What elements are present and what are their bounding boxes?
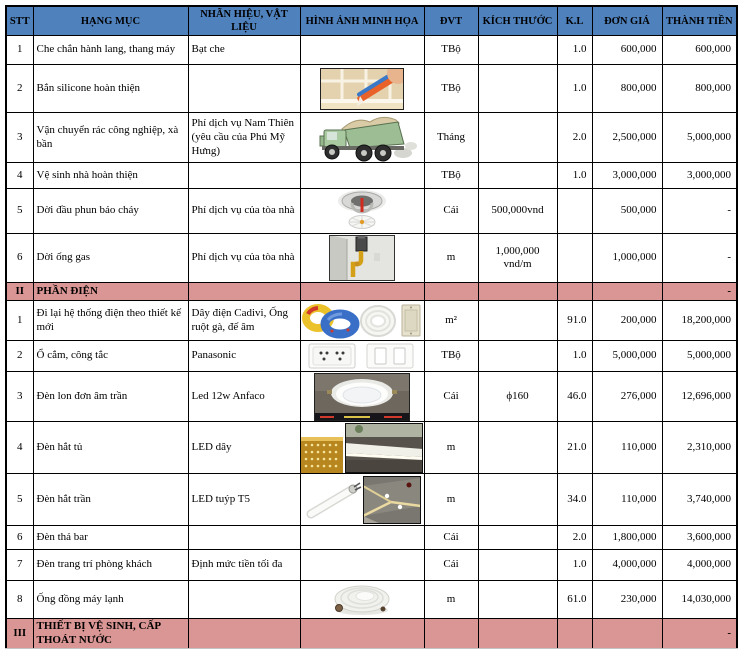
cell-stt: III [6, 619, 33, 649]
cell-stt: 3 [6, 113, 33, 163]
table-row [6, 163, 737, 189]
cell-stt: 4 [6, 163, 33, 189]
cell-nhan-hieu: Phí dịch vụ của tòa nhà [188, 189, 300, 234]
cell-hang-muc: PHẦN ĐIỆN [33, 283, 188, 301]
cell-don-gia: 230,000 [592, 581, 662, 619]
cell-kich-thuoc [478, 581, 557, 619]
cell-hang-muc: Đi lại hệ thống điện theo thiết kế mới [33, 301, 188, 341]
cell-hang-muc: Đèn thả bar [33, 526, 188, 550]
cell-kich-thuoc [478, 301, 557, 341]
cell-stt: II [6, 283, 33, 301]
cell-dvt: Cái [424, 189, 478, 234]
header-nhan-hieu: NHÃN HIỆU, VẬT LIỆU [188, 6, 300, 36]
cell-stt: 5 [6, 474, 33, 526]
cell-kich-thuoc [478, 113, 557, 163]
cell-kl: 2.0 [557, 526, 592, 550]
header-kl: K.L [557, 6, 592, 36]
cell-don-gia: 276,000 [592, 372, 662, 422]
cell-nhan-hieu: Phí dịch vụ của tòa nhà [188, 234, 300, 283]
cell-kich-thuoc [478, 163, 557, 189]
cell-don-gia: 200,000 [592, 301, 662, 341]
header-row [6, 6, 737, 36]
cell-kl: 46.0 [557, 372, 592, 422]
header-hinh-anh: HÌNH ẢNH MINH HỌA [300, 6, 424, 36]
cell-dvt: m [424, 474, 478, 526]
cell-kich-thuoc: 500,000vnd [478, 189, 557, 234]
cell-kl: 1.0 [557, 341, 592, 372]
cell-hang-muc: Đèn lon đơn âm trần [33, 372, 188, 422]
table-row [6, 65, 737, 113]
cell-kl [557, 283, 592, 301]
table-row [6, 422, 737, 474]
cell-dvt: Cái [424, 526, 478, 550]
cell-image [300, 283, 424, 301]
fire-sprinkler-photo [334, 189, 390, 233]
cell-image [300, 234, 424, 283]
cell-dvt: TBộ [424, 163, 478, 189]
cell-dvt: Tháng [424, 113, 478, 163]
cell-hang-muc: THIẾT BỊ VỆ SINH, CẤP THOÁT NƯỚC [33, 619, 188, 649]
cell-kl: 1.0 [557, 163, 592, 189]
cell-image [300, 581, 424, 619]
header-stt: STT [6, 6, 33, 36]
cell-nhan-hieu [188, 619, 300, 649]
cell-don-gia: 4,000,000 [592, 550, 662, 581]
cell-hang-muc: Vận chuyển rác công nghiệp, xà bần [33, 113, 188, 163]
cell-thanh-tien: 600,000 [662, 36, 737, 65]
header-dvt: ĐVT [424, 6, 478, 36]
cell-dvt: m [424, 581, 478, 619]
cell-thanh-tien: 3,740,000 [662, 474, 737, 526]
cell-image [300, 474, 424, 526]
cell-hang-muc: Dời ống gas [33, 234, 188, 283]
cell-image [300, 341, 424, 372]
downlight-photo [314, 373, 410, 421]
table-row [6, 113, 737, 163]
cell-thanh-tien: 12,696,000 [662, 372, 737, 422]
cell-kl: 21.0 [557, 422, 592, 474]
cell-kich-thuoc [478, 550, 557, 581]
cell-kl [557, 234, 592, 283]
table-row [6, 36, 737, 65]
silicone-photo [320, 68, 404, 110]
cell-thanh-tien: 3,600,000 [662, 526, 737, 550]
cell-image [300, 550, 424, 581]
led-strip-photo [301, 423, 423, 473]
cell-nhan-hieu: Panasonic [188, 341, 300, 372]
cell-image [300, 301, 424, 341]
cell-kl: 2.0 [557, 113, 592, 163]
cell-stt: 2 [6, 341, 33, 372]
cell-dvt: TBộ [424, 65, 478, 113]
cell-kl: 61.0 [557, 581, 592, 619]
cell-stt: 6 [6, 526, 33, 550]
cell-image [300, 65, 424, 113]
cell-stt: 1 [6, 36, 33, 65]
cell-kich-thuoc: ϕ160 [478, 372, 557, 422]
cell-nhan-hieu: Led 12w Anfaco [188, 372, 300, 422]
cell-nhan-hieu: Phí dịch vụ Nam Thiên (yêu cầu của Phú Mỹ Hưng) [188, 113, 300, 163]
cell-thanh-tien: - [662, 619, 737, 649]
socket-switch-photo [307, 342, 417, 370]
cell-image [300, 163, 424, 189]
section-row-phan-dien [6, 283, 737, 301]
cell-dvt [424, 619, 478, 649]
cell-kich-thuoc [478, 65, 557, 113]
cell-stt: 5 [6, 189, 33, 234]
cell-thanh-tien: - [662, 283, 737, 301]
cell-nhan-hieu [188, 163, 300, 189]
cell-hang-muc: Đèn trang trí phòng khách [33, 550, 188, 581]
cell-dvt: TBộ [424, 341, 478, 372]
cell-image [300, 422, 424, 474]
cell-image [300, 526, 424, 550]
cell-nhan-hieu: LED dây [188, 422, 300, 474]
cell-kl [557, 189, 592, 234]
cell-kich-thuoc [478, 619, 557, 649]
cell-hang-muc: Vệ sinh nhà hoàn thiện [33, 163, 188, 189]
cell-don-gia: 1,800,000 [592, 526, 662, 550]
cell-thanh-tien: 14,030,000 [662, 581, 737, 619]
cell-kl: 1.0 [557, 36, 592, 65]
cell-image [300, 619, 424, 649]
cell-thanh-tien: 5,000,000 [662, 341, 737, 372]
cell-image [300, 36, 424, 65]
cell-don-gia: 800,000 [592, 65, 662, 113]
table-row [6, 550, 737, 581]
table-row [6, 189, 737, 234]
section-row-thiet-bi-ve-sinh [6, 619, 737, 649]
cell-don-gia: 3,000,000 [592, 163, 662, 189]
cell-hang-muc: Bắn silicone hoàn thiện [33, 65, 188, 113]
cell-don-gia: 110,000 [592, 474, 662, 526]
cell-kich-thuoc [478, 474, 557, 526]
cell-stt: 3 [6, 372, 33, 422]
table-row [6, 474, 737, 526]
cell-kl: 34.0 [557, 474, 592, 526]
cell-dvt: m² [424, 301, 478, 341]
cell-don-gia: 5,000,000 [592, 341, 662, 372]
cell-nhan-hieu [188, 526, 300, 550]
cell-stt: 1 [6, 301, 33, 341]
header-hang-muc: HẠNG MỤC [33, 6, 188, 36]
cell-image [300, 113, 424, 163]
dump-truck-illustration [306, 114, 418, 162]
cell-nhan-hieu: Định mức tiền tối đa [188, 550, 300, 581]
cell-nhan-hieu: LED tuýp T5 [188, 474, 300, 526]
cell-kl: 1.0 [557, 550, 592, 581]
cell-thanh-tien: 800,000 [662, 65, 737, 113]
cell-kl: 1.0 [557, 65, 592, 113]
electrical-wires-photo [302, 302, 422, 340]
cell-stt: 7 [6, 550, 33, 581]
cell-thanh-tien: - [662, 234, 737, 283]
table-row [6, 372, 737, 422]
cell-thanh-tien: 4,000,000 [662, 550, 737, 581]
cell-stt: 4 [6, 422, 33, 474]
header-don-gia: ĐƠN GIÁ [592, 6, 662, 36]
table-row [6, 301, 737, 341]
cell-hang-muc: Đèn hắt tủ [33, 422, 188, 474]
cell-kich-thuoc [478, 422, 557, 474]
cell-don-gia: 110,000 [592, 422, 662, 474]
cell-stt: 6 [6, 234, 33, 283]
table-row [6, 581, 737, 619]
cell-hang-muc: Dời đầu phun báo cháy [33, 189, 188, 234]
header-kich-thuoc: KÍCH THƯỚC [478, 6, 557, 36]
cell-image [300, 372, 424, 422]
cell-dvt: Cái [424, 372, 478, 422]
cell-dvt: m [424, 422, 478, 474]
cell-nhan-hieu [188, 283, 300, 301]
copper-pipe-coil-photo [326, 582, 398, 618]
cell-hang-muc: Ống đồng máy lạnh [33, 581, 188, 619]
header-thanh-tien: THÀNH TIỀN [662, 6, 737, 36]
table-row [6, 341, 737, 372]
cell-nhan-hieu [188, 581, 300, 619]
cell-dvt: Cái [424, 550, 478, 581]
cell-don-gia: 600,000 [592, 36, 662, 65]
table-row [6, 234, 737, 283]
cell-nhan-hieu [188, 65, 300, 113]
cell-don-gia [592, 619, 662, 649]
cell-don-gia [592, 283, 662, 301]
cell-nhan-hieu: Dây điện Cadivi, Ống ruột gà, đế âm [188, 301, 300, 341]
cell-thanh-tien: 5,000,000 [662, 113, 737, 163]
led-tube-photo [303, 476, 421, 524]
cell-kich-thuoc [478, 526, 557, 550]
cell-hang-muc: Che chắn hành lang, thang máy [33, 36, 188, 65]
quotation-table [5, 5, 738, 649]
cell-stt: 8 [6, 581, 33, 619]
cell-thanh-tien: 2,310,000 [662, 422, 737, 474]
table-row [6, 526, 737, 550]
cell-kl [557, 619, 592, 649]
cell-image [300, 189, 424, 234]
cell-stt: 2 [6, 65, 33, 113]
cell-don-gia: 500,000 [592, 189, 662, 234]
cell-thanh-tien: 3,000,000 [662, 163, 737, 189]
cell-hang-muc: Ổ cắm, công tắc [33, 341, 188, 372]
cell-kich-thuoc: 1,000,000 vnd/m [478, 234, 557, 283]
cell-kich-thuoc [478, 341, 557, 372]
cell-dvt: TBộ [424, 36, 478, 65]
cell-kl: 91.0 [557, 301, 592, 341]
cell-dvt: m [424, 234, 478, 283]
cell-kich-thuoc [478, 36, 557, 65]
cell-don-gia: 1,000,000 [592, 234, 662, 283]
cell-dvt [424, 283, 478, 301]
cell-don-gia: 2,500,000 [592, 113, 662, 163]
gas-pipe-photo [329, 235, 395, 281]
cell-nhan-hieu: Bạt che [188, 36, 300, 65]
cell-thanh-tien: - [662, 189, 737, 234]
cell-thanh-tien: 18,200,000 [662, 301, 737, 341]
cell-hang-muc: Đèn hắt trần [33, 474, 188, 526]
cell-kich-thuoc [478, 283, 557, 301]
